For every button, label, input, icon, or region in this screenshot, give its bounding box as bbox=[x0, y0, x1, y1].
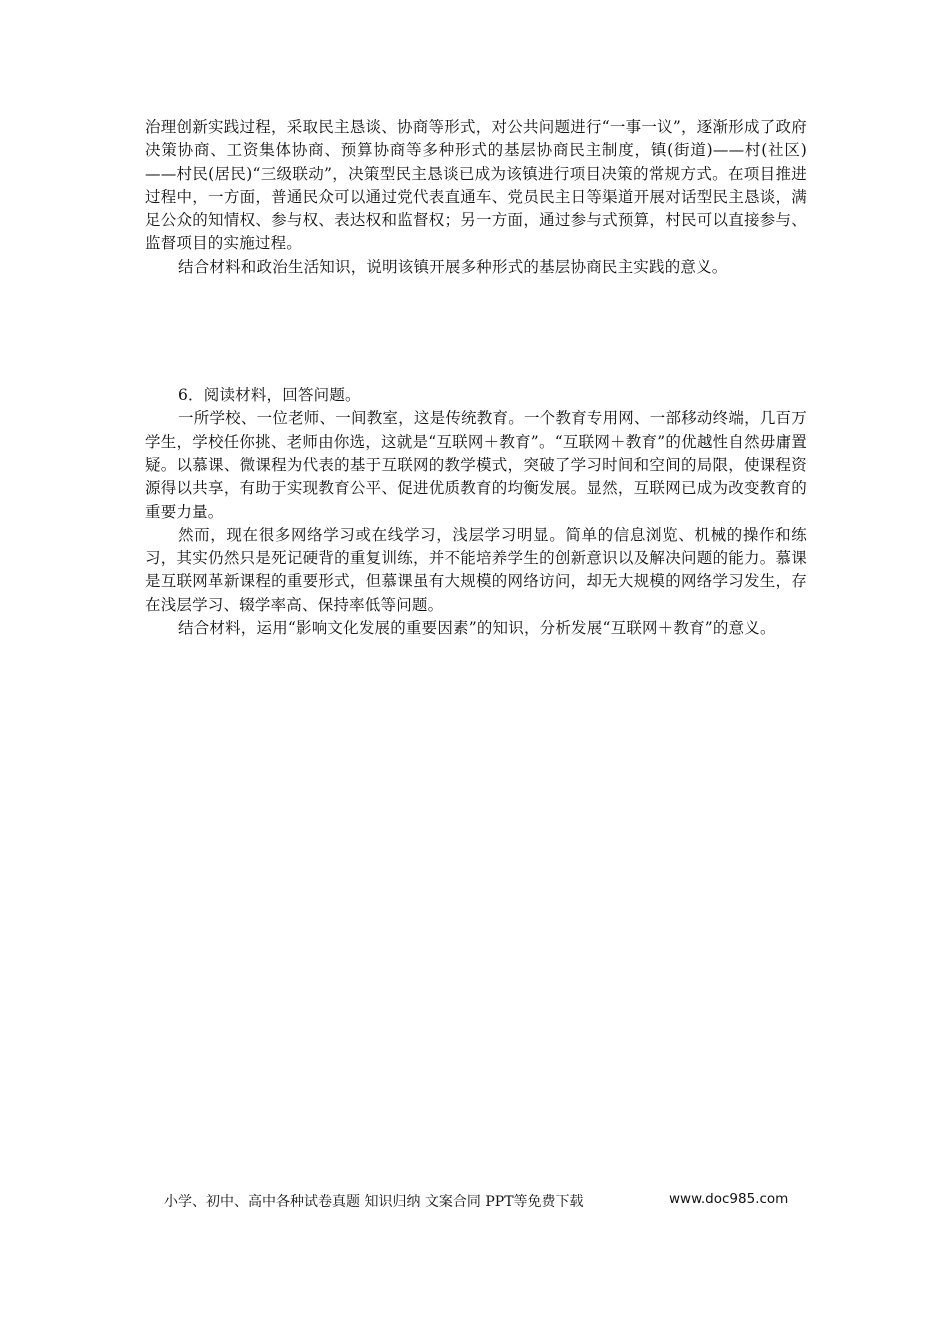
answer-space bbox=[145, 279, 807, 384]
footer-site-link[interactable]: www.doc985.com bbox=[669, 1191, 789, 1207]
document-body bbox=[145, 116, 807, 640]
question-heading: 6．阅读材料，回答问题。 bbox=[178, 386, 361, 405]
passage-paragraph: 一所学校、一位老师、一间教室，这是传统教育。一个教育专用网、一部移动终端，几百万学生，学校任你挑、老师由你选，这就是“互联网＋教育”。“互联网＋教育”的优越性自然毋庸置疑。以慕课、微课程为代表的基于互联网的教学模式，突破了学习时间和空间的局限，使课程资源得以共享，有助于实现教育公平、促进优质教育的均衡发展。显然，互联网已成为改变教育的重要力量。 bbox=[145, 409, 807, 521]
question-prompt: 结合材料，运用“影响文化发展的重要因素”的知识，分析发展“互联网＋教育”的意义。 bbox=[178, 619, 776, 638]
footer-text: 小学、初中、高中各种试卷真题 知识归纳 文案合同 PPT等免费下载 bbox=[164, 1194, 584, 1210]
passage-paragraph: 然而，现在很多网络学习或在线学习，浅层学习明显。简单的信息浏览、机械的操作和练习，其实仍然只是死记硬背的重复训练，并不能培养学生的创新意识以及解决问题的能力。慕课是互联网革新课程的重要形式，但慕课虽有大规模的网络访问，却无大规模的网络学习发生，存在浅层学习、辍学率高、保持率低等问题。 bbox=[145, 525, 807, 614]
question-prompt: 结合材料和政治生活知识，说明该镇开展多种形式的基层协商民主实践的意义。 bbox=[178, 257, 728, 276]
passage-paragraph: 治理创新实践过程，采取民主恳谈、协商等形式，对公共问题进行“一事一议”，逐渐形成了政府决策协商、工资集体协商、预算协商等多种形式的基层协商民主制度，镇(街道)——村(社区)——村民(居民)“三级联动”，决策型民主恳谈已成为该镇进行项目决策的常规方式。在项目推进过程中，一方面，普通民众可以通过党代表直通车、党员民主日等渠道开展对话型民主恳谈，满足公众的知情权、参与权、表达权和监督权；另一方面，通过参与式预算，村民可以直接参与、监督项目的实施过程。 bbox=[145, 118, 807, 253]
page-footer bbox=[164, 1191, 804, 1211]
